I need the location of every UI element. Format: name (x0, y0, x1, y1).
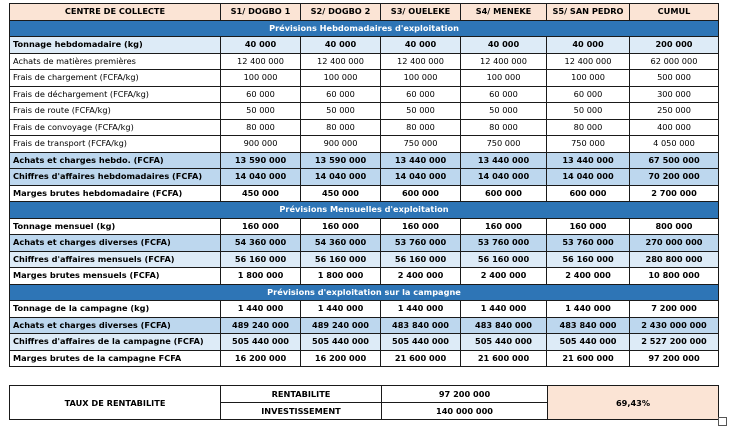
value-cell: 14 040 000 (221, 169, 301, 186)
table-row (10, 136, 719, 153)
value-cell: 60 000 (461, 86, 547, 103)
value-cell: 60 000 (547, 86, 630, 103)
row-label: Frais de route (FCFA/kg) (10, 103, 221, 120)
value-cell: 7 200 000 (630, 301, 719, 318)
value-cell: 1 440 000 (461, 301, 547, 318)
row-label: Chiffres d'affaires mensuels (FCFA) (10, 251, 221, 268)
resize-handle[interactable] (718, 417, 727, 426)
value-cell: 1 440 000 (381, 301, 461, 318)
value-cell: 505 440 000 (301, 334, 381, 351)
header-cell-s5: S5/ SAN PEDRO (547, 4, 630, 21)
value-cell: 270 000 000 (630, 235, 719, 252)
value-cell: 300 000 (630, 86, 719, 103)
value-cell: 40 000 (381, 37, 461, 54)
value-cell: 50 000 (461, 103, 547, 120)
table-row (10, 218, 719, 235)
value-cell: 50 000 (221, 103, 301, 120)
value-cell: 50 000 (547, 103, 630, 120)
value-cell: 750 000 (381, 136, 461, 153)
row-label: Tonnage de la campagne (kg) (10, 301, 221, 318)
value-cell: 505 440 000 (221, 334, 301, 351)
table-row (10, 334, 719, 351)
value-cell: 900 000 (221, 136, 301, 153)
row-label: Achats et charges diverses (FCFA) (10, 235, 221, 252)
value-cell: 16 200 000 (301, 350, 381, 367)
table-header-row (10, 4, 719, 21)
section-title: Prévisions d'exploitation sur la campagne (10, 284, 719, 301)
value-cell: 160 000 (547, 218, 630, 235)
value-cell: 600 000 (461, 185, 547, 202)
value-cell: 160 000 (461, 218, 547, 235)
value-cell: 1 800 000 (301, 268, 381, 285)
value-cell: 750 000 (547, 136, 630, 153)
investissement-label: INVESTISSEMENT (221, 403, 382, 420)
row-label: Tonnage mensuel (kg) (10, 218, 221, 235)
header-cell-cumul: CUMUL (630, 4, 719, 21)
value-cell: 500 000 (630, 70, 719, 87)
value-cell: 10 800 000 (630, 268, 719, 285)
value-cell: 2 527 200 000 (630, 334, 719, 351)
table-body (10, 20, 719, 367)
table-row (10, 70, 719, 87)
table-row (10, 185, 719, 202)
value-cell: 483 840 000 (547, 317, 630, 334)
value-cell: 13 590 000 (301, 152, 381, 169)
table-row (10, 119, 719, 136)
value-cell: 160 000 (221, 218, 301, 235)
value-cell: 67 500 000 (630, 152, 719, 169)
value-cell: 14 040 000 (547, 169, 630, 186)
table-row (10, 53, 719, 70)
row-label: Frais de convoyage (FCFA/kg) (10, 119, 221, 136)
table-row (10, 317, 719, 334)
value-cell: 40 000 (547, 37, 630, 54)
value-cell: 50 000 (381, 103, 461, 120)
value-cell: 13 440 000 (461, 152, 547, 169)
table-row (10, 350, 719, 367)
value-cell: 56 160 000 (381, 251, 461, 268)
value-cell: 100 000 (301, 70, 381, 87)
rentabilite-value: 97 200 000 (382, 386, 548, 403)
value-cell: 21 600 000 (461, 350, 547, 367)
value-cell: 100 000 (461, 70, 547, 87)
row-label: Frais de déchargement (FCFA/kg) (10, 86, 221, 103)
value-cell: 100 000 (381, 70, 461, 87)
value-cell: 100 000 (221, 70, 301, 87)
value-cell: 21 600 000 (547, 350, 630, 367)
row-label: Chiffres d'affaires de la campagne (FCFA) (10, 334, 221, 351)
value-cell: 80 000 (301, 119, 381, 136)
taux-value: 69,43% (548, 386, 719, 420)
value-cell: 21 600 000 (381, 350, 461, 367)
value-cell: 2 400 000 (461, 268, 547, 285)
value-cell: 1 440 000 (547, 301, 630, 318)
value-cell: 97 200 000 (630, 350, 719, 367)
header-cell-centre: CENTRE DE COLLECTE (10, 4, 221, 21)
row-label: Frais de chargement (FCFA/kg) (10, 70, 221, 87)
taux-label: TAUX DE RENTABILITE (10, 386, 221, 420)
value-cell: 40 000 (461, 37, 547, 54)
header-cell-s4: S4/ MENEKE (461, 4, 547, 21)
value-cell: 800 000 (630, 218, 719, 235)
value-cell: 450 000 (221, 185, 301, 202)
value-cell: 54 360 000 (301, 235, 381, 252)
value-cell: 14 040 000 (301, 169, 381, 186)
value-cell: 450 000 (301, 185, 381, 202)
value-cell: 489 240 000 (221, 317, 301, 334)
value-cell: 60 000 (301, 86, 381, 103)
row-label: Frais de transport (FCFA/kg) (10, 136, 221, 153)
value-cell: 2 430 000 000 (630, 317, 719, 334)
section-header-row (10, 202, 719, 219)
value-cell: 62 000 000 (630, 53, 719, 70)
value-cell: 12 400 000 (381, 53, 461, 70)
value-cell: 1 800 000 (221, 268, 301, 285)
value-cell: 40 000 (221, 37, 301, 54)
value-cell: 280 800 000 (630, 251, 719, 268)
value-cell: 60 000 (221, 86, 301, 103)
value-cell: 13 440 000 (547, 152, 630, 169)
value-cell: 505 440 000 (461, 334, 547, 351)
value-cell: 53 760 000 (461, 235, 547, 252)
value-cell: 56 160 000 (301, 251, 381, 268)
value-cell: 50 000 (301, 103, 381, 120)
value-cell: 53 760 000 (381, 235, 461, 252)
header-cell-s3: S3/ OUELEKE (381, 4, 461, 21)
value-cell: 13 440 000 (381, 152, 461, 169)
value-cell: 4 050 000 (630, 136, 719, 153)
value-cell: 600 000 (381, 185, 461, 202)
row-label: Chiffres d'affaires hebdomadaires (FCFA) (10, 169, 221, 186)
section-title: Prévisions Mensuelles d'exploitation (10, 202, 719, 219)
value-cell: 56 160 000 (221, 251, 301, 268)
value-cell: 14 040 000 (381, 169, 461, 186)
value-cell: 505 440 000 (547, 334, 630, 351)
section-title: Prévisions Hebdomadaires d'exploitation (10, 20, 719, 37)
section-header-row (10, 284, 719, 301)
value-cell: 483 840 000 (461, 317, 547, 334)
row-label: Marges brutes hebdomadaire (FCFA) (10, 185, 221, 202)
value-cell: 1 440 000 (221, 301, 301, 318)
table-row (10, 268, 719, 285)
value-cell: 12 400 000 (461, 53, 547, 70)
value-cell: 14 040 000 (461, 169, 547, 186)
table-row (10, 86, 719, 103)
value-cell: 900 000 (301, 136, 381, 153)
value-cell: 160 000 (381, 218, 461, 235)
header-cell-s1: S1/ DOGBO 1 (221, 4, 301, 21)
value-cell: 160 000 (301, 218, 381, 235)
value-cell: 80 000 (381, 119, 461, 136)
row-label: Achats et charges diverses (FCFA) (10, 317, 221, 334)
value-cell: 12 400 000 (547, 53, 630, 70)
section-header-row (10, 20, 719, 37)
row-label: Marges brutes mensuels (FCFA) (10, 268, 221, 285)
value-cell: 16 200 000 (221, 350, 301, 367)
header-cell-s2: S2/ DOGBO 2 (301, 4, 381, 21)
value-cell: 200 000 (630, 37, 719, 54)
value-cell: 80 000 (547, 119, 630, 136)
value-cell: 80 000 (221, 119, 301, 136)
table-row (10, 169, 719, 186)
value-cell: 2 400 000 (547, 268, 630, 285)
value-cell: 100 000 (547, 70, 630, 87)
table-row (10, 251, 719, 268)
value-cell: 12 400 000 (301, 53, 381, 70)
value-cell: 53 760 000 (547, 235, 630, 252)
value-cell: 483 840 000 (381, 317, 461, 334)
value-cell: 56 160 000 (461, 251, 547, 268)
value-cell: 2 400 000 (381, 268, 461, 285)
value-cell: 400 000 (630, 119, 719, 136)
rentabilite-row (10, 386, 719, 403)
investissement-value: 140 000 000 (382, 403, 548, 420)
value-cell: 12 400 000 (221, 53, 301, 70)
value-cell: 40 000 (301, 37, 381, 54)
table-row (10, 37, 719, 54)
table-row (10, 235, 719, 252)
table-row (10, 301, 719, 318)
rentabilite-table (9, 385, 719, 420)
value-cell: 250 000 (630, 103, 719, 120)
value-cell: 600 000 (547, 185, 630, 202)
table-row (10, 103, 719, 120)
row-label: Marges brutes de la campagne FCFA (10, 350, 221, 367)
row-label: Achats et charges hebdo. (FCFA) (10, 152, 221, 169)
value-cell: 13 590 000 (221, 152, 301, 169)
value-cell: 1 440 000 (301, 301, 381, 318)
value-cell: 80 000 (461, 119, 547, 136)
row-label: Achats de matières premières (10, 53, 221, 70)
value-cell: 60 000 (381, 86, 461, 103)
rentabilite-label: RENTABILITE (221, 386, 382, 403)
value-cell: 750 000 (461, 136, 547, 153)
row-label: Tonnage hebdomadaire (kg) (10, 37, 221, 54)
forecast-table (9, 3, 719, 367)
table-row (10, 152, 719, 169)
value-cell: 489 240 000 (301, 317, 381, 334)
value-cell: 70 200 000 (630, 169, 719, 186)
value-cell: 2 700 000 (630, 185, 719, 202)
value-cell: 56 160 000 (547, 251, 630, 268)
value-cell: 505 440 000 (381, 334, 461, 351)
value-cell: 54 360 000 (221, 235, 301, 252)
